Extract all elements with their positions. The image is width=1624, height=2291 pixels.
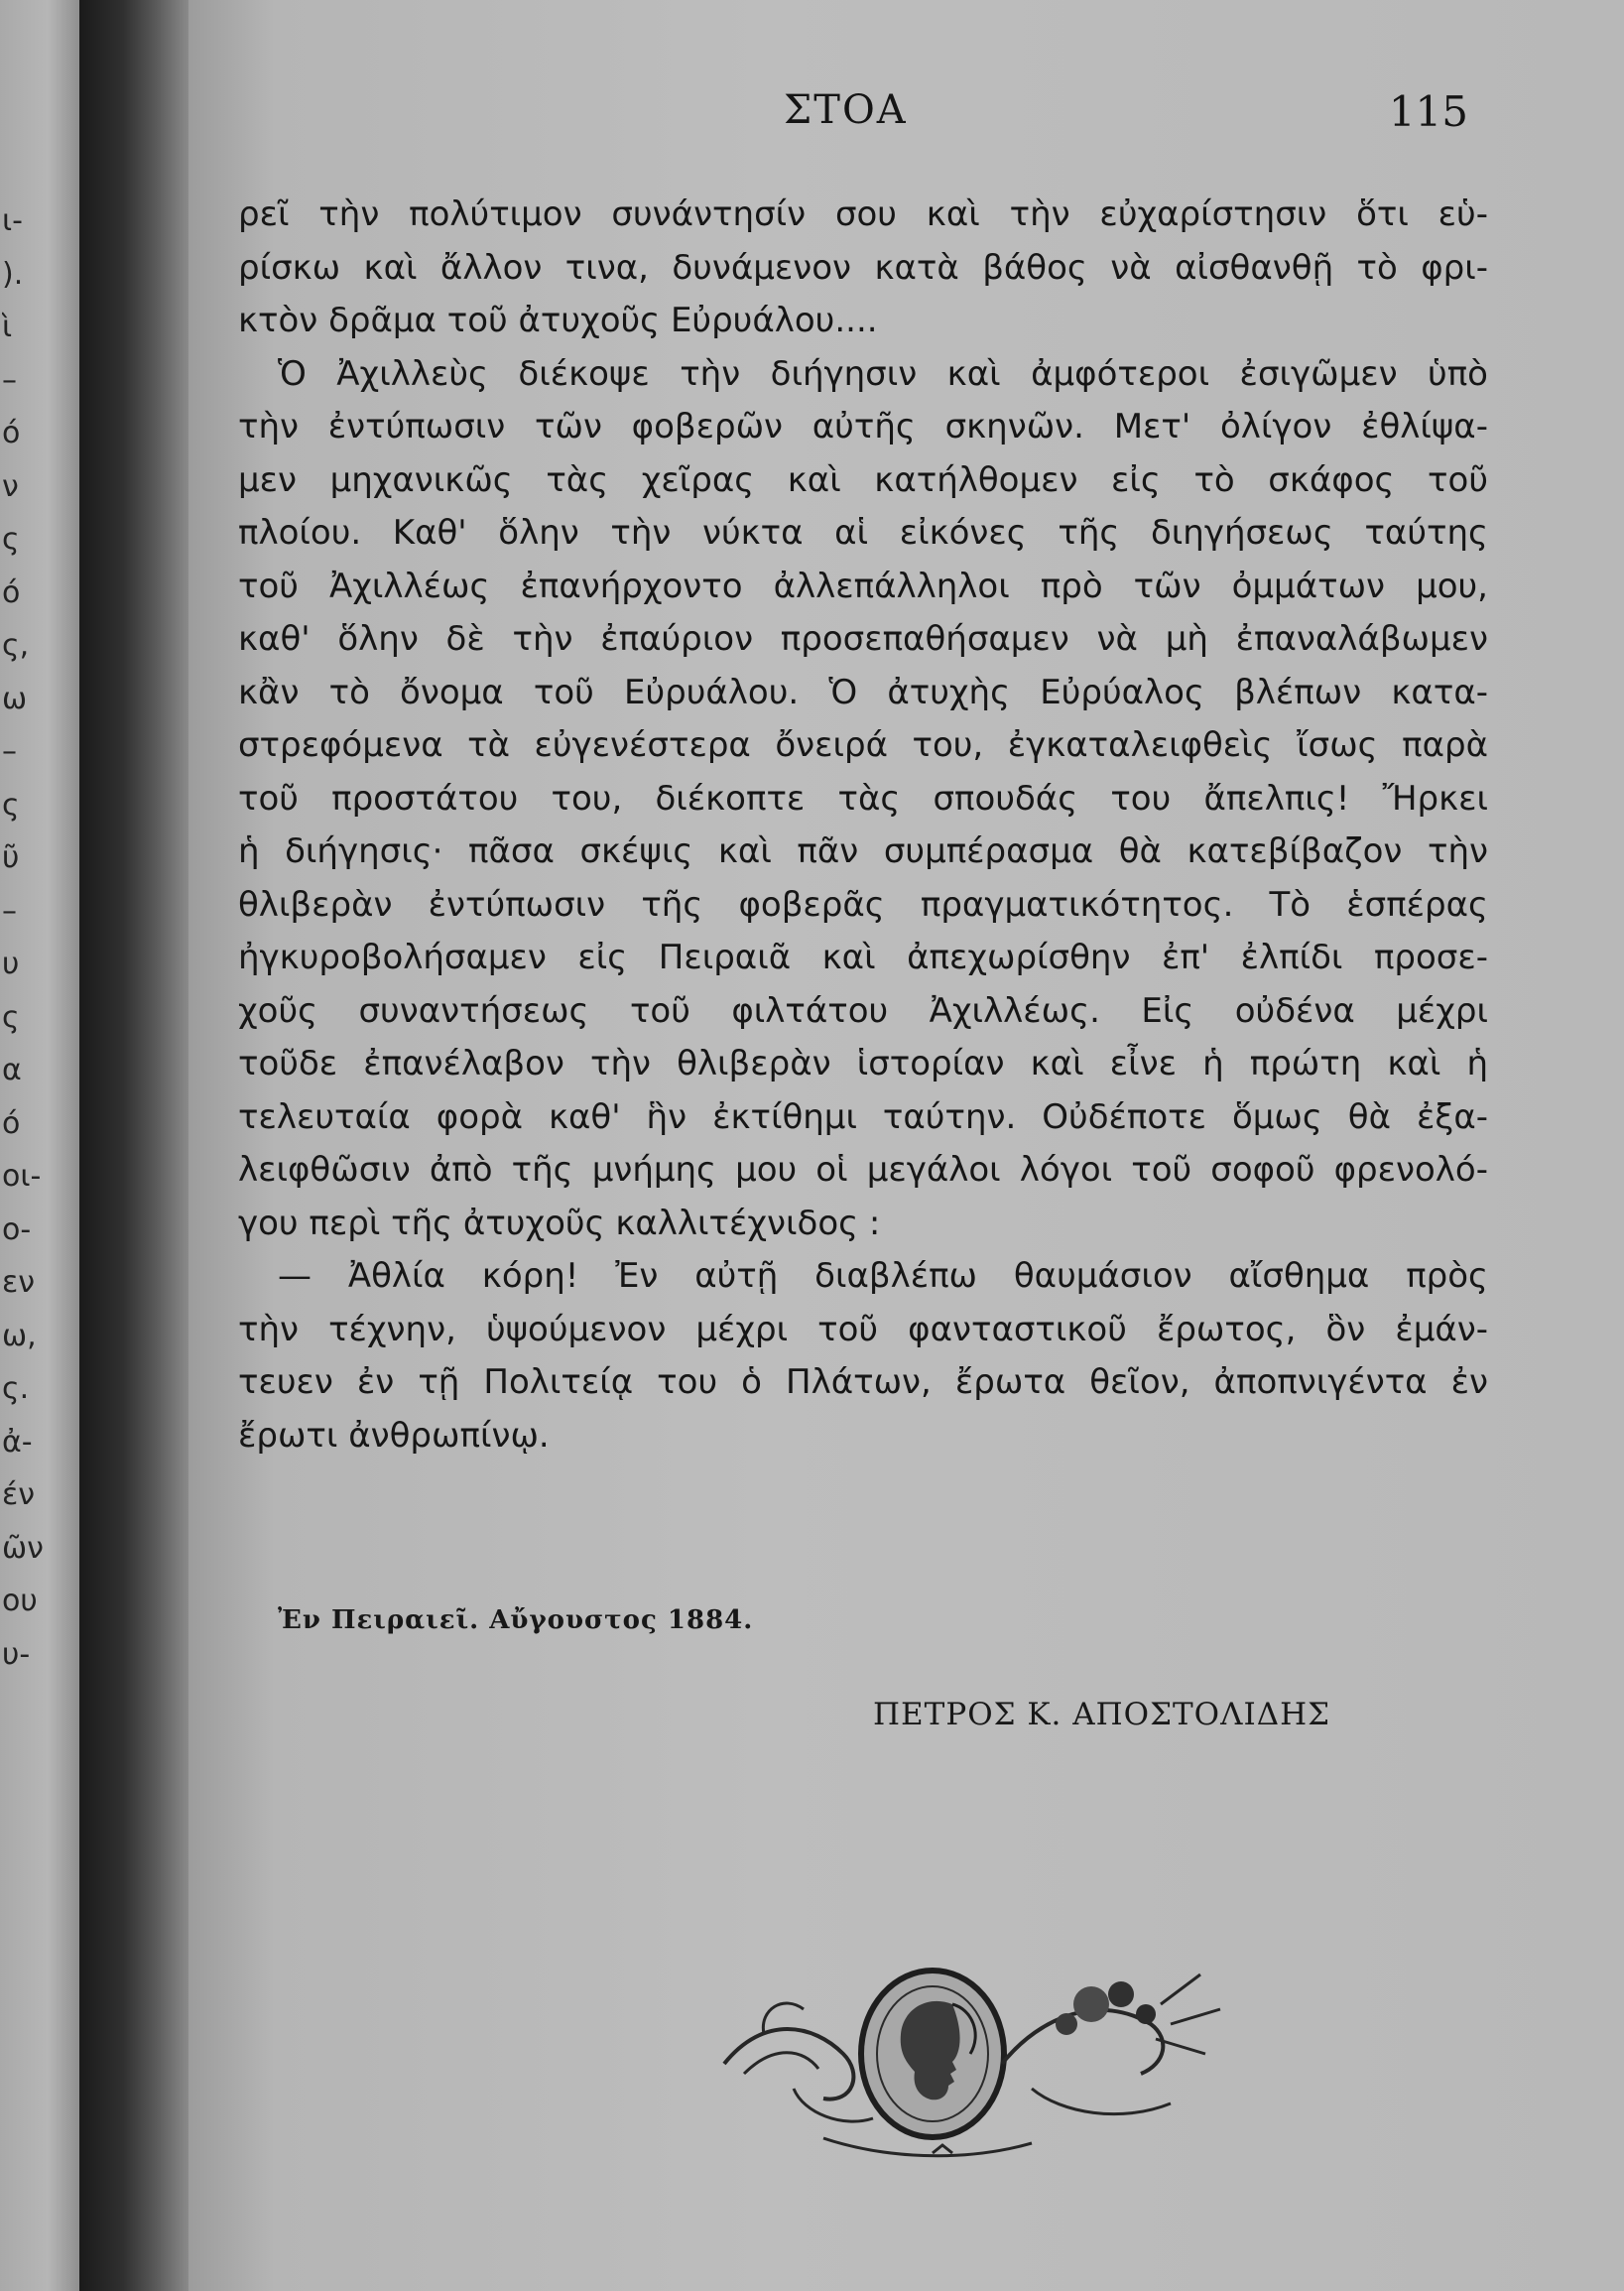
body-line: θλιβερὰν ἐντύπωσιν τῆς φοβερᾶς πραγματικότητος. Τὸ ἑσπέρας xyxy=(238,884,1488,925)
left-page-fragment: ω, xyxy=(2,1318,37,1353)
body-line: τὴν ἐντύπωσιν τῶν φοβερῶν αὐτῆς σκηνῶν. Μετ' ὀλίγον ἐθλίψα- xyxy=(238,407,1488,446)
body-line: γου περὶ τῆς ἀτυχοῦς καλλιτέχνιδος : xyxy=(238,1203,881,1243)
vignette-ornament-icon xyxy=(704,1915,1260,2173)
body-line: τευεν ἐν τῇ Πολιτείᾳ του ὁ Πλάτων, ἔρωτα θεῖον, ἀποπνιγέντα ἐν xyxy=(238,1362,1488,1402)
body-line: ἔρωτι ἀνθρωπίνῳ. xyxy=(238,1415,550,1456)
left-page-fragment: ς xyxy=(2,522,20,557)
left-page-fragment: ς xyxy=(2,999,20,1035)
body-line: ρίσκω καὶ ἄλλον τινα, δυνάμενον κατὰ βάθος νὰ αἰσθανθῇ τὸ φρι- xyxy=(238,247,1488,288)
left-page-fragment: οι- xyxy=(2,1159,42,1194)
body-line: τὴν τέχνην, ὑψούμενον μέχρι τοῦ φανταστικοῦ ἔρωτος, ὃν ἐμάν- xyxy=(238,1309,1488,1349)
dateline: Ἐν Πειραιεῖ. Αὔγουστος 1884. xyxy=(278,1605,754,1635)
body-line: μεν μηχανικῶς τὰς χεῖρας καὶ κατήλθομεν εἰς τὸ σκάφος τοῦ xyxy=(238,459,1488,500)
left-page-fragment: ό xyxy=(2,1105,21,1141)
left-page-fragment: ῦ xyxy=(2,840,20,875)
left-page-fragment: ς. xyxy=(2,1371,30,1406)
left-page-fragment: ῶν xyxy=(2,1530,44,1566)
body-line: στρεφόμενα τὰ εὐγενέστερα ὄνειρά του, ἐγκαταλειφθεὶς ἴσως παρὰ xyxy=(238,725,1488,765)
left-page-fragment: – xyxy=(2,893,17,929)
body-line: — Ἀθλία κόρη! Ἐν αὐτῇ διαβλέπω θαυμάσιον αἴσθημα πρὸς xyxy=(278,1256,1488,1296)
body-line: τελευταία φορὰ καθ' ἣν ἐκτίθημι ταύτην. Οὐδέποτε ὅμως θὰ ἐξα- xyxy=(238,1096,1488,1137)
body-line: πλοίου. Καθ' ὅλην τὴν νύκτα αἱ εἰκόνες τῆς διηγήσεως ταύτης xyxy=(238,513,1488,553)
left-page-fragment: ν xyxy=(2,468,19,504)
left-page-fragment: ο- xyxy=(2,1211,32,1247)
left-page-fragment: ς, xyxy=(2,628,30,663)
left-page-fragment: ι- xyxy=(2,203,23,238)
left-page-fragment: υ xyxy=(2,947,20,981)
left-page-fragment: ου xyxy=(2,1584,38,1618)
left-page-fragment: ἀ- xyxy=(2,1424,33,1460)
left-page-fragment: υ- xyxy=(2,1636,31,1672)
body-line: τοῦ προστάτου του, διέκοπτε τὰς σπουδάς του ἄπελπις! Ἤρκει xyxy=(238,778,1488,819)
author-signature: ΠΕΤΡΟΣ Κ. ΑΠΟΣΤΟΛΙΔΗΣ xyxy=(873,1697,1331,1732)
body-line: τοῦ Ἀχιλλέως ἐπανήρχοντο ἀλλεπάλληλοι πρὸ τῶν ὀμμάτων μου, xyxy=(238,566,1488,606)
body-line: τοῦδε ἐπανέλαβον τὴν θλιβερὰν ἱστορίαν καὶ εἶνε ἡ πρώτη καὶ ἡ xyxy=(238,1044,1488,1083)
body-line: λειφθῶσιν ἀπὸ τῆς μνήμης μου οἱ μεγάλοι λόγοι τοῦ σοφοῦ φρενολό- xyxy=(238,1150,1488,1190)
body-text xyxy=(238,189,1488,1463)
left-page-fragment: ς xyxy=(2,787,20,823)
running-head: ΣΤΟΑ xyxy=(784,87,908,133)
body-line: ἠγκυροβολήσαμεν εἰς Πειραιᾶ καὶ ἀπεχωρίσθην ἐπ' ἐλπίδι προσε- xyxy=(238,938,1488,977)
book-page xyxy=(188,0,1624,2291)
body-line: ρεῖ τὴν πολύτιμον συνάντησίν σου καὶ τὴν εὐχαρίστησιν ὅτι εὑ- xyxy=(238,194,1488,234)
left-page-fragment: ). xyxy=(2,256,24,292)
book-gutter xyxy=(79,0,188,2291)
body-line: χοῦς συναντήσεως τοῦ φιλτάτου Ἀχιλλέως. Εἰς οὐδένα μέχρι xyxy=(238,990,1488,1031)
left-page-fragment: ω xyxy=(2,681,28,716)
left-page-fragment: ό xyxy=(2,416,21,450)
left-page-fragment: α xyxy=(2,1053,22,1087)
left-page-fragment: έν xyxy=(2,1477,35,1512)
page-number: 115 xyxy=(1388,87,1468,136)
body-line: Ὁ Ἀχιλλεὺς διέκοψε τὴν διήγησιν καὶ ἀμφότεροι ἐσιγῶμεν ὑπὸ xyxy=(278,353,1488,394)
page-header xyxy=(188,87,1468,137)
left-page-fragment: εν xyxy=(2,1265,35,1300)
body-line: ἡ διήγησις· πᾶσα σκέψις καὶ πᾶν συμπέρασμα θὰ κατεβίβαζον τὴν xyxy=(238,831,1488,871)
previous-page-edge xyxy=(0,0,79,2291)
body-line: κτὸν δρᾶμα τοῦ ἀτυχοῦς Εὐρυάλου.... xyxy=(238,301,878,340)
left-page-fragment: – xyxy=(2,362,17,398)
body-line: καθ' ὅλην δὲ τὴν ἐπαύριον προσεπαθήσαμεν νὰ μὴ ἐπαναλάβωμεν xyxy=(238,619,1488,659)
body-line: κἂν τὸ ὄνομα τοῦ Εὐρυάλου. Ὁ ἀτυχὴς Εὐρύαλος βλέπων κατα- xyxy=(238,672,1488,712)
left-page-fragment: ό xyxy=(2,574,21,610)
left-page-fragment: ὶ xyxy=(2,310,13,344)
left-page-fragment: – xyxy=(2,734,17,769)
